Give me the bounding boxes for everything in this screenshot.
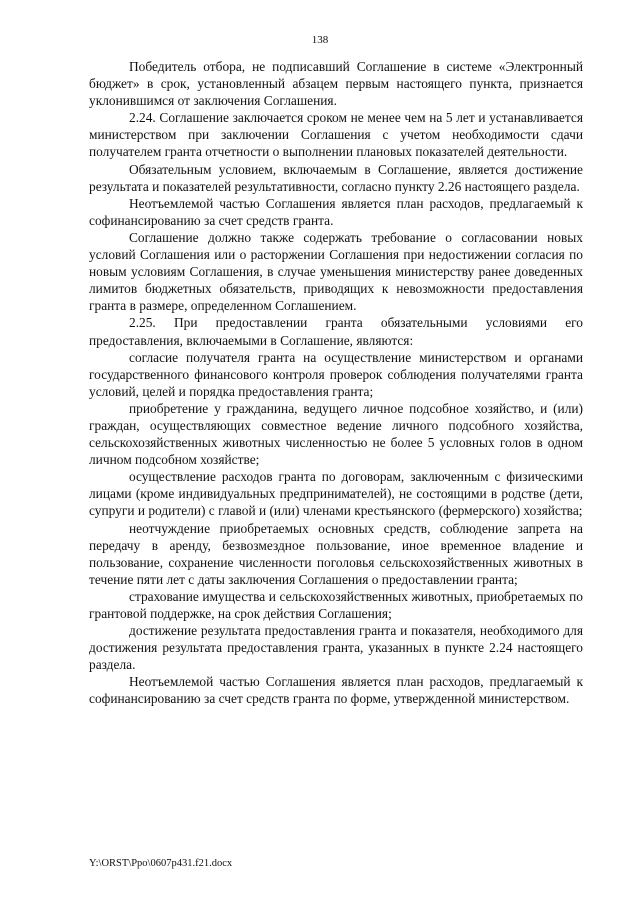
paragraph: осуществление расходов гранта по договорам, заключенным с физическими лицами (кроме индивидуальных предпринимателей), не состоящими в родстве (дети, супруги и родители) с главой и (или) членами крестьянского (фермерского) хозяйства; [89,469,583,519]
paragraph: 2.24. Соглашение заключается сроком не менее чем на 5 лет и устанавливается министерством при заключении Соглашения с учетом необходимости сдачи получателем гранта отчетности о выполнении плановых показателей деятельности. [89,110,583,160]
paragraph: Соглашение должно также содержать требование о согласовании новых условий Соглашения или о расторжении Соглашения при недостижении согласия по новым условиям Соглашения, в случае уменьшения министерству ранее доведенных лимитов бюджетных обязательств, приводящих к невозможности предоставления гранта в размере, определенном Соглашением. [89,229,583,314]
footer-file-path: Y:\ORST\Ppo\0607p431.f21.docx [89,858,233,869]
paragraph: страхование имущества и сельскохозяйственных животных, приобретаемых по грантовой поддержке, на срок действия Соглашения; [89,588,583,621]
paragraph: неотчуждение приобретаемых основных средств, соблюдение запрета на передачу в аренду, безвозмездное пользование, иное временное владение и пользование, сохранение численности поголовья сельскохозяйственных животных в течение пяти лет с даты заключения Соглашения о предоставлении гранта; [89,520,583,587]
paragraph: согласие получателя гранта на осуществление министерством и органами государственного финансового контроля проверок соблюдения получателями гранта условий, целей и порядка предоставления гранта; [89,349,583,399]
paragraph: Победитель отбора, не подписавший Соглашение в системе «Электронный бюджет» в срок, установленный абзацем первым настоящего пункта, признается уклонившимся от заключения Соглашения. [89,59,583,109]
paragraph: Обязательным условием, включаемым в Соглашение, является достижение результата и показателей результативности, согласно пункту 2.26 настоящего раздела. [89,161,583,194]
page-number: 138 [311,34,329,46]
paragraph: приобретение у гражданина, ведущего личное подсобное хозяйство, и (или) граждан, осуществляющих совместное ведение личного подсобного хозяйства, сельскохозяйственных животных численностью не более 5 условных голов в одном личном подсобном хозяйстве; [89,400,583,468]
document-body [89,58,583,708]
paragraph: Неотъемлемой частью Соглашения является план расходов, предлагаемый к софинансированию за счет средств гранта по форме, утвержденной министерством. [89,674,583,707]
paragraph: достижение результата предоставления гранта и показателя, необходимого для достижения результата предоставления гранта, указанных в пункте 2.24 настоящего раздела. [89,623,583,673]
paragraph: 2.25. При предоставлении гранта обязательными условиями его предоставления, включаемыми в Соглашение, являются: [89,315,583,348]
paragraph: Неотъемлемой частью Соглашения является план расходов, предлагаемый к софинансированию за счет средств гранта. [89,195,583,228]
